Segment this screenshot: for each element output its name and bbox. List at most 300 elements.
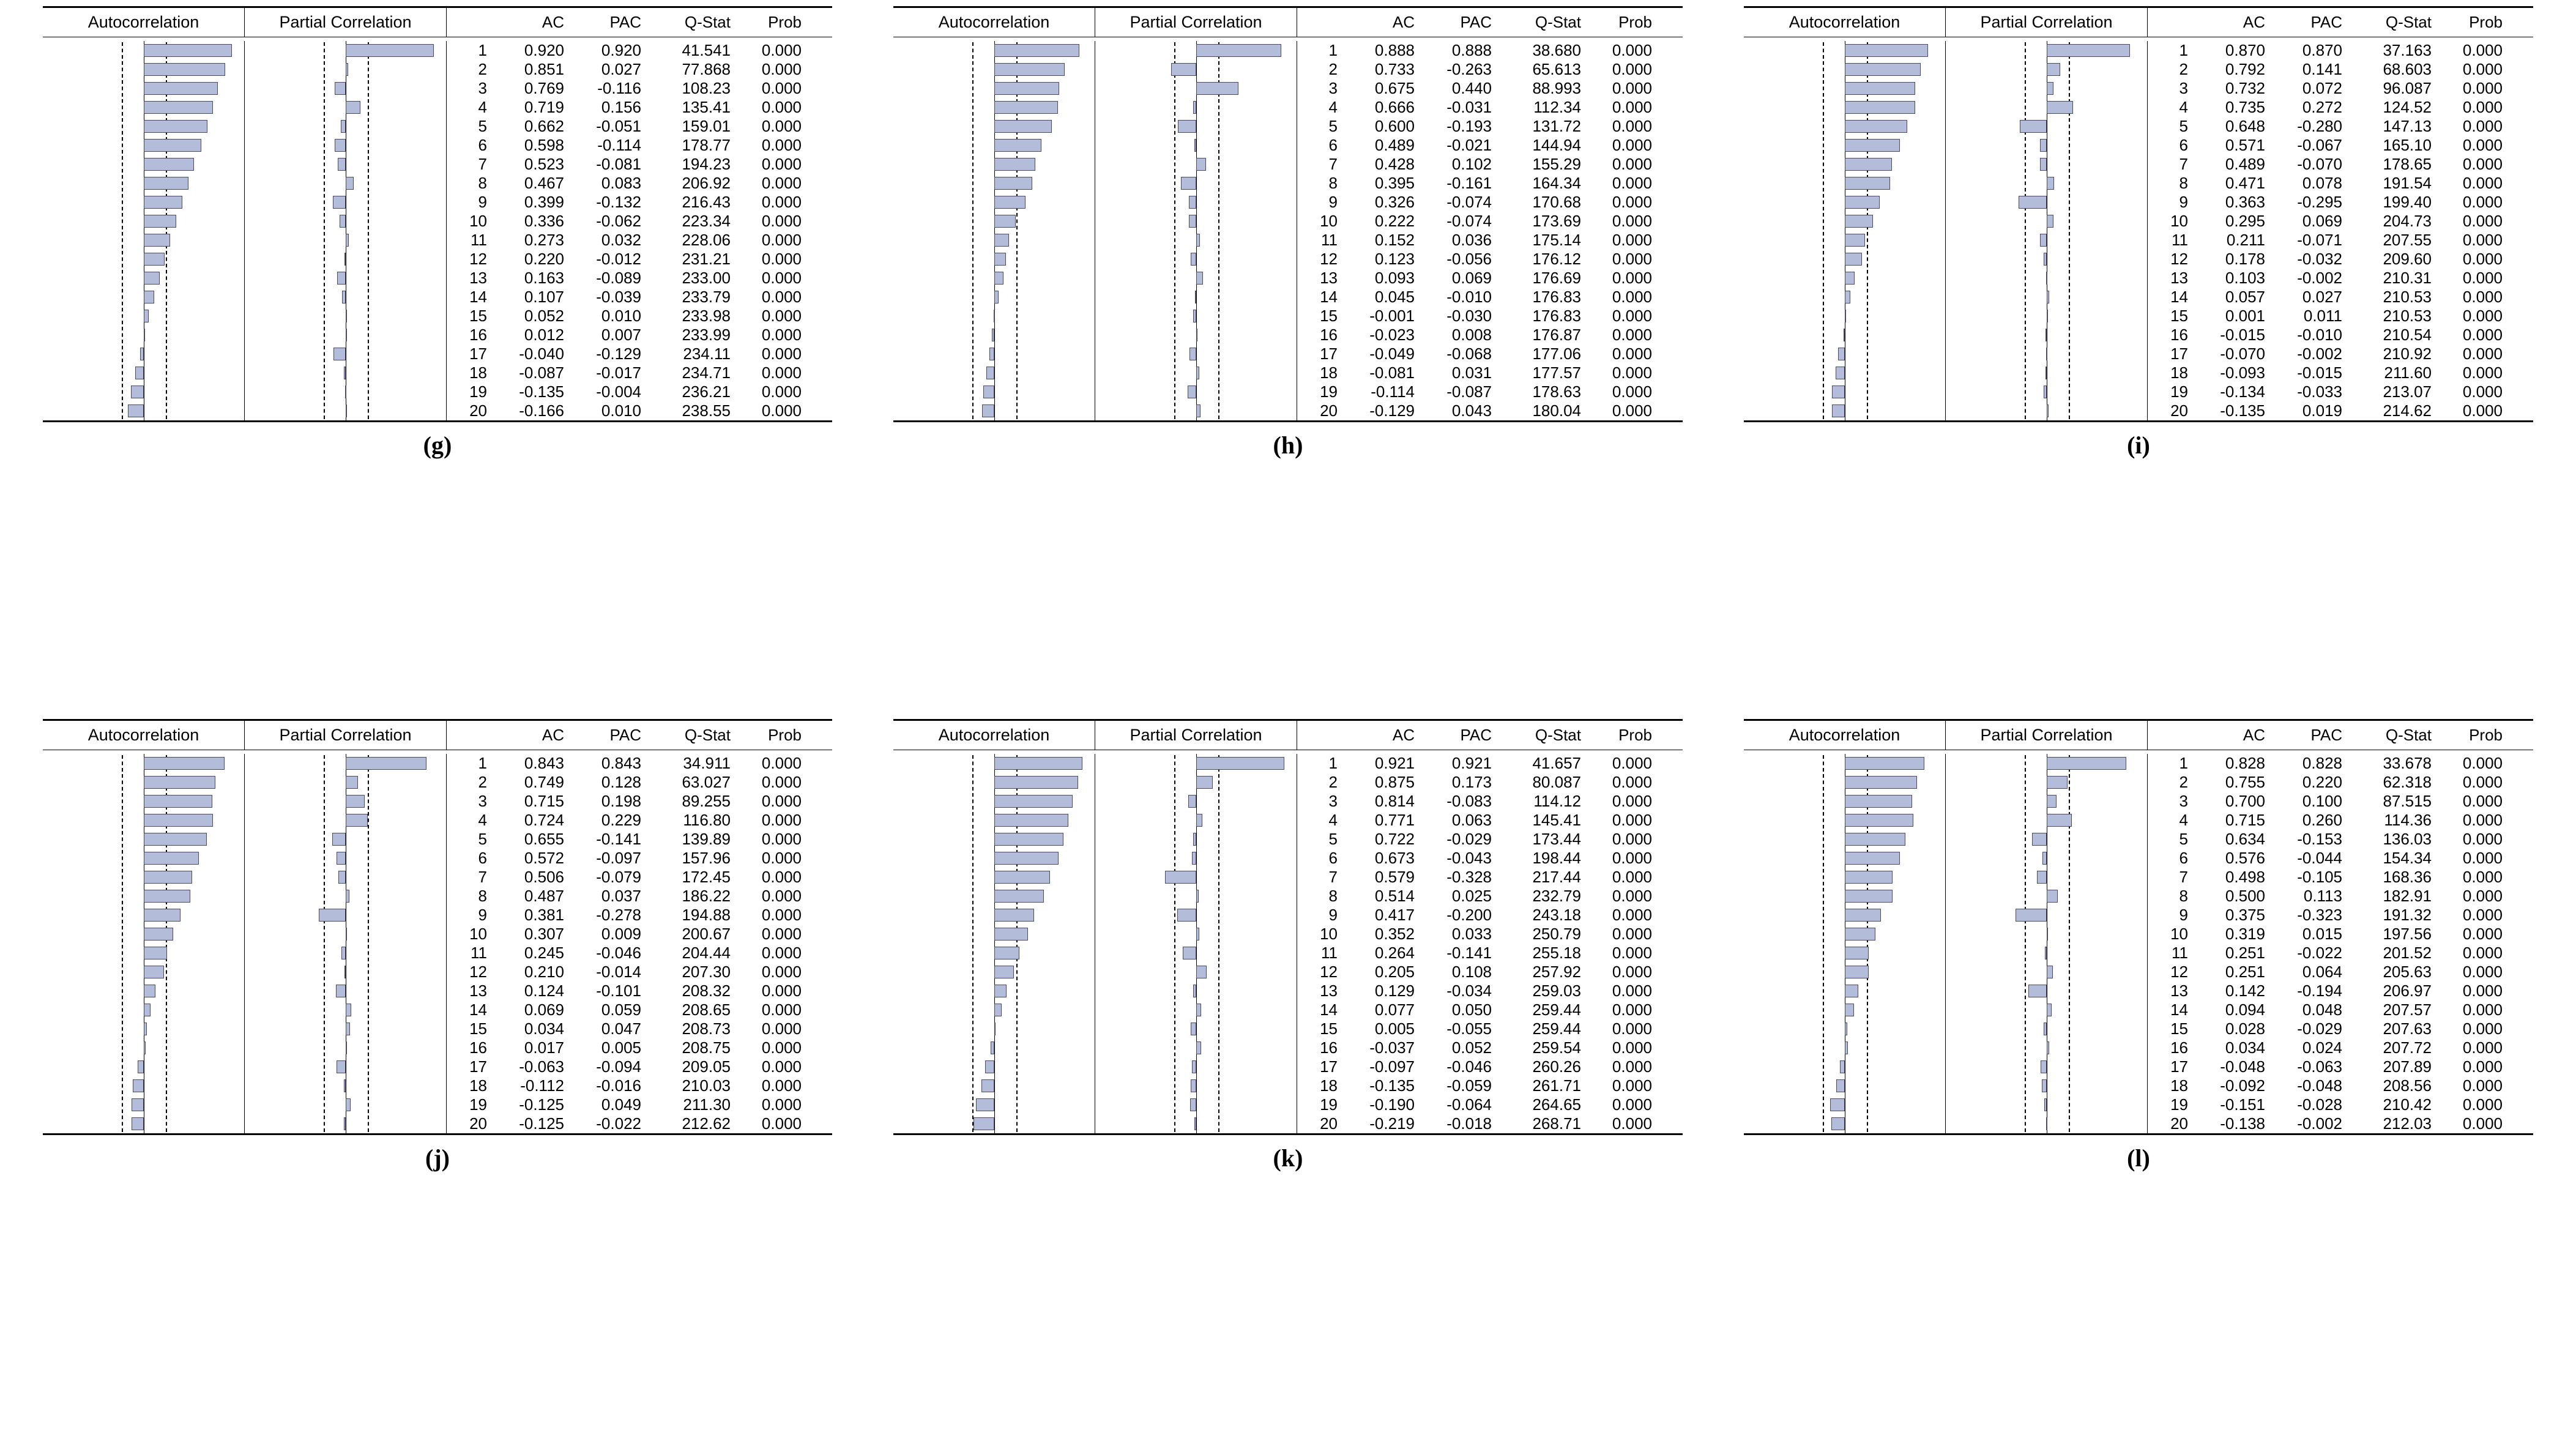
table-row (893, 906, 1683, 925)
header-numeric-columns (447, 13, 832, 32)
table-row (43, 307, 832, 326)
pac-bar-cell (1946, 288, 2148, 307)
ac-bar (144, 329, 145, 341)
ac-bar-cell (893, 1114, 1095, 1133)
confidence-band-right (368, 384, 369, 400)
table-row (43, 193, 832, 212)
table-row (43, 792, 832, 811)
confidence-band-left (972, 99, 973, 116)
row-values (2148, 117, 2533, 136)
header-partial-correlation (1095, 721, 1297, 750)
confidence-band-left (2025, 926, 2026, 942)
pac-bar (1196, 1004, 1201, 1016)
row-pac: 0.229 (601, 811, 641, 829)
row-qstat: 207.72 (2383, 1038, 2432, 1057)
correlogram-rows (43, 750, 832, 1135)
ac-bar (1845, 757, 1924, 770)
ac-bar-cell (893, 773, 1095, 792)
confidence-band-left (324, 1097, 325, 1113)
confidence-band-left (122, 80, 123, 97)
table-row (1744, 1076, 2533, 1095)
pac-bar (1192, 1060, 1196, 1073)
row-pac: -0.044 (2297, 849, 2342, 867)
pac-bar-cell (245, 1095, 447, 1114)
confidence-band-right (166, 270, 167, 286)
row-prob: 0.000 (1612, 41, 1652, 59)
pac-bar-cell (1095, 382, 1297, 401)
confidence-band-right (368, 137, 369, 154)
confidence-band-left (2025, 42, 2026, 59)
confidence-band-left (122, 945, 123, 961)
confidence-band-right (2069, 850, 2070, 866)
pac-bar (1171, 63, 1196, 76)
ac-bar (1845, 1041, 1848, 1054)
ac-bar-cell (893, 1057, 1095, 1076)
pac-bar-cell (1095, 269, 1297, 288)
table-row (1744, 345, 2533, 363)
row-values (2148, 792, 2533, 811)
row-pac: -0.028 (2297, 1095, 2342, 1114)
pac-bar (2037, 871, 2047, 884)
ac-bar-cell (893, 136, 1095, 155)
confidence-band-left (1823, 232, 1824, 248)
pac-bar-cell (1946, 174, 2148, 193)
row-values (447, 1076, 832, 1095)
ac-bar (1845, 215, 1873, 228)
pac-bar (335, 139, 346, 152)
confidence-band-right (368, 308, 369, 324)
row-qstat: 238.55 (682, 401, 731, 420)
row-values (1297, 944, 1683, 963)
ac-bar (144, 1041, 146, 1054)
table-row (1744, 944, 2533, 963)
confidence-band-left (122, 270, 123, 286)
pac-bar-cell (1095, 326, 1297, 345)
row-prob: 0.000 (761, 250, 802, 268)
row-prob: 0.000 (761, 1095, 802, 1114)
confidence-band-right (368, 964, 369, 980)
ac-bar-cell (1744, 401, 1946, 420)
confidence-band-left (122, 1116, 123, 1132)
pac-bar (2046, 367, 2047, 379)
confidence-band-right (166, 964, 167, 980)
row-pac: -0.029 (2297, 1019, 2342, 1038)
ac-bar-cell (43, 326, 245, 345)
row-pac: -0.129 (596, 345, 641, 363)
confidence-band-right (1218, 289, 1219, 305)
confidence-band-right (2069, 213, 2070, 229)
table-row (1744, 830, 2533, 849)
row-pac: 0.033 (1451, 925, 1492, 943)
row-pac: 0.024 (2302, 1038, 2342, 1057)
row-prob: 0.000 (761, 1114, 802, 1133)
row-prob: 0.000 (761, 925, 802, 943)
confidence-band-right (1016, 1097, 1018, 1113)
ac-bar-cell (43, 944, 245, 963)
row-pac: -0.029 (1446, 830, 1492, 848)
header-ac: AC (542, 726, 564, 744)
confidence-band-left (1823, 118, 1824, 135)
row-prob: 0.000 (2462, 887, 2503, 905)
confidence-band-left (2025, 270, 2026, 286)
header-partial-correlation-label: Partial Correlation (279, 726, 412, 744)
confidence-band-left (324, 774, 325, 791)
row-pac: 0.141 (2302, 60, 2342, 78)
confidence-band-right (1218, 945, 1219, 961)
ac-bar (144, 985, 155, 997)
row-lag: 20 (469, 1114, 487, 1133)
confidence-band-right (166, 1097, 167, 1113)
confidence-band-left (1174, 888, 1175, 904)
confidence-band-left (122, 61, 123, 78)
confidence-band-left (122, 346, 123, 362)
row-pac: 0.108 (1451, 963, 1492, 981)
row-prob: 0.000 (1612, 307, 1652, 325)
ac-bar (144, 852, 199, 865)
row-pac: -0.010 (1446, 288, 1492, 306)
pac-bar (346, 63, 348, 76)
row-lag: 7 (1328, 868, 1338, 886)
row-qstat: 124.52 (2383, 98, 2432, 116)
row-values (447, 944, 832, 963)
confidence-band-left (324, 346, 325, 362)
pac-bar (338, 158, 346, 171)
confidence-band-left (324, 194, 325, 210)
confidence-band-right (368, 869, 369, 885)
row-lag: 3 (1328, 79, 1338, 97)
row-ac: 0.666 (1374, 98, 1415, 116)
pac-bar-cell (245, 136, 447, 155)
confidence-band-left (122, 850, 123, 866)
pac-bar-cell (1095, 79, 1297, 98)
row-values (2148, 250, 2533, 269)
confidence-band-left (324, 945, 325, 961)
ac-bar (144, 833, 207, 846)
confidence-band-left (324, 812, 325, 829)
table-row (43, 754, 832, 773)
confidence-band-left (2025, 1021, 2026, 1037)
confidence-band-left (324, 793, 325, 810)
panel-caption: (l) (2127, 1144, 2150, 1172)
confidence-band-left (122, 793, 123, 810)
row-values (2148, 1076, 2533, 1095)
pac-bar (1177, 909, 1196, 922)
row-prob: 0.000 (2462, 41, 2503, 59)
pac-bar (2045, 947, 2047, 959)
table-row (1744, 849, 2533, 868)
row-ac: 0.417 (1374, 906, 1415, 924)
pac-bar-cell (245, 60, 447, 79)
ac-bar (144, 158, 194, 171)
row-lag: 19 (469, 1095, 487, 1114)
table-row (893, 212, 1683, 231)
row-pac: -0.002 (2297, 345, 2342, 363)
row-lag: 7 (478, 868, 487, 886)
confidence-band-left (2025, 964, 2026, 980)
pac-bar-cell (1946, 155, 2148, 174)
header-partial-correlation-label: Partial Correlation (1130, 726, 1262, 744)
row-pac: -0.039 (596, 288, 641, 306)
row-lag: 13 (1320, 982, 1338, 1000)
table-row (893, 174, 1683, 193)
row-values (1297, 401, 1683, 420)
row-pac: -0.161 (1446, 174, 1492, 192)
row-lag: 15 (2170, 307, 2188, 325)
row-qstat: 210.54 (2383, 326, 2432, 344)
pac-bar (2047, 1004, 2052, 1016)
row-lag: 17 (469, 1057, 487, 1076)
pac-bar-cell (245, 754, 447, 773)
row-values (1297, 1019, 1683, 1038)
pac-bar (346, 1041, 347, 1054)
ac-bar-cell (43, 849, 245, 868)
row-prob: 0.000 (2462, 1095, 2503, 1114)
row-ac: 0.471 (2225, 174, 2265, 192)
row-ac: 0.735 (2225, 98, 2265, 116)
table-row (43, 98, 832, 117)
row-prob: 0.000 (1612, 79, 1652, 97)
row-qstat: 261.71 (1532, 1076, 1581, 1095)
confidence-band-right (2069, 1040, 2070, 1056)
row-ac: 0.514 (1374, 887, 1415, 905)
row-qstat: 233.99 (682, 326, 731, 344)
row-pac: 0.921 (1451, 754, 1492, 772)
pac-bar (2040, 158, 2047, 171)
header-ac: AC (2243, 13, 2265, 31)
row-qstat: 164.34 (1532, 174, 1581, 192)
ac-bar (1845, 120, 1907, 133)
row-pac: -0.280 (2297, 117, 2342, 135)
row-pac: -0.153 (2297, 830, 2342, 848)
row-values (447, 382, 832, 401)
row-ac: 0.571 (2225, 136, 2265, 154)
ac-bar (1836, 1079, 1845, 1092)
row-ac: 0.506 (524, 868, 564, 886)
row-ac: 0.921 (1374, 754, 1415, 772)
pac-bar-cell (1946, 1114, 2148, 1133)
row-pac: 0.037 (601, 887, 641, 905)
row-values (2148, 401, 2533, 420)
confidence-band-left (324, 983, 325, 999)
confidence-band-left (2025, 384, 2026, 400)
pac-bar (338, 871, 346, 884)
ac-bar (144, 814, 213, 827)
row-qstat: 77.868 (682, 60, 731, 78)
row-values (447, 269, 832, 288)
table-row (893, 1057, 1683, 1076)
confidence-band-right (1218, 888, 1219, 904)
confidence-band-left (122, 42, 123, 59)
ac-bar (1845, 139, 1900, 152)
header-autocorrelation-label: Autocorrelation (87, 13, 199, 31)
row-ac: 0.489 (1374, 136, 1415, 154)
row-pac: 0.870 (2302, 41, 2342, 59)
ac-bar-cell (43, 79, 245, 98)
row-values (2148, 868, 2533, 887)
confidence-band-right (1016, 1059, 1018, 1075)
row-prob: 0.000 (1612, 326, 1652, 344)
row-ac: -0.092 (2220, 1076, 2265, 1095)
ac-bar (994, 139, 1041, 152)
pac-bar (1191, 1023, 1196, 1035)
correlogram-panel-g (12, 6, 863, 719)
row-lag: 12 (2170, 963, 2188, 981)
header-qstat: Q-Stat (684, 726, 731, 744)
ac-bar-cell (893, 1000, 1095, 1019)
table-row (893, 136, 1683, 155)
confidence-band-left (2025, 1040, 2026, 1056)
panel-table-j (43, 719, 832, 1135)
row-values (447, 773, 832, 792)
row-qstat: 131.72 (1532, 117, 1581, 135)
header-autocorrelation (1744, 721, 1946, 750)
pac-bar-cell (1095, 906, 1297, 925)
row-ac: 0.662 (524, 117, 564, 135)
ac-bar (144, 909, 181, 922)
row-lag: 10 (1320, 925, 1338, 943)
table-row (893, 811, 1683, 830)
ac-bar (1845, 966, 1869, 978)
row-qstat: 154.34 (2383, 849, 2432, 867)
row-ac: 0.001 (2225, 307, 2265, 325)
row-values (2148, 307, 2533, 326)
table-row (893, 155, 1683, 174)
confidence-band-left (972, 869, 973, 885)
pac-bar-cell (1946, 1057, 2148, 1076)
ac-bar (144, 215, 176, 228)
table-row (1744, 792, 2533, 811)
row-pac: 0.027 (2302, 288, 2342, 306)
row-qstat: 176.69 (1532, 269, 1581, 287)
confidence-band-right (1867, 1059, 1868, 1075)
row-qstat: 178.63 (1532, 382, 1581, 401)
row-lag: 6 (478, 849, 487, 867)
row-lag: 10 (1320, 212, 1338, 230)
row-qstat: 80.087 (1532, 773, 1581, 791)
confidence-band-left (1174, 1021, 1175, 1037)
row-qstat: 234.11 (683, 345, 731, 363)
row-values (447, 401, 832, 420)
row-ac: 0.733 (1374, 60, 1415, 78)
row-ac: 0.093 (1374, 269, 1415, 287)
row-values (2148, 155, 2533, 174)
row-prob: 0.000 (761, 849, 802, 867)
row-values (1297, 307, 1683, 326)
confidence-band-left (2025, 251, 2026, 267)
row-lag: 4 (1328, 811, 1338, 829)
row-prob: 0.000 (761, 944, 802, 962)
row-ac: 0.045 (1374, 288, 1415, 306)
row-ac: 0.920 (524, 41, 564, 59)
row-lag: 8 (2179, 174, 2188, 192)
row-prob: 0.000 (2462, 174, 2503, 192)
header-partial-correlation (1946, 721, 2148, 750)
ac-bar (1845, 196, 1880, 209)
row-lag: 8 (2179, 887, 2188, 905)
row-pac: -0.055 (1446, 1019, 1492, 1038)
pac-bar-cell (1095, 98, 1297, 117)
row-values (447, 345, 832, 363)
row-ac: 0.057 (2225, 288, 2265, 306)
pac-bar-cell (245, 307, 447, 326)
table-row (893, 250, 1683, 269)
confidence-band-right (1218, 365, 1219, 381)
row-pac: 0.173 (1451, 773, 1492, 791)
ac-bar (994, 44, 1079, 57)
confidence-band-right (368, 403, 369, 419)
ac-bar (994, 909, 1034, 922)
row-ac: 0.326 (1374, 193, 1415, 211)
ac-bar (1845, 291, 1850, 304)
ac-bar-cell (893, 250, 1095, 269)
row-prob: 0.000 (2462, 773, 2503, 791)
confidence-band-right (1218, 175, 1219, 192)
pac-bar (2047, 82, 2053, 95)
confidence-band-left (2025, 346, 2026, 362)
row-lag: 5 (478, 830, 487, 848)
panel-caption: (h) (1273, 431, 1303, 459)
row-qstat: 34.911 (683, 754, 731, 772)
row-values (447, 136, 832, 155)
row-qstat: 170.68 (1532, 193, 1581, 211)
row-prob: 0.000 (2462, 288, 2503, 306)
table-row (893, 382, 1683, 401)
confidence-band-right (1218, 232, 1219, 248)
row-pac: -0.002 (2297, 1114, 2342, 1133)
row-prob: 0.000 (761, 868, 802, 886)
ac-bar-cell (1744, 868, 1946, 887)
ac-bar-cell (893, 830, 1095, 849)
confidence-band-left (2025, 888, 2026, 904)
row-lag: 9 (2179, 193, 2188, 211)
confidence-band-left (1174, 1002, 1175, 1018)
confidence-band-right (1218, 251, 1219, 267)
row-prob: 0.000 (2462, 1076, 2503, 1095)
pac-bar-cell (1946, 963, 2148, 982)
pac-bar-cell (1946, 269, 2148, 288)
confidence-band-left (1174, 232, 1175, 248)
row-ac: -0.049 (1369, 345, 1415, 363)
ac-bar-cell (893, 363, 1095, 382)
confidence-band-right (2069, 964, 2070, 980)
confidence-band-left (1823, 308, 1824, 324)
table-row (893, 1095, 1683, 1114)
pac-bar (2046, 348, 2047, 360)
confidence-band-right (1016, 964, 1018, 980)
row-lag: 11 (2172, 231, 2188, 249)
pac-bar-cell (1946, 193, 2148, 212)
row-ac: 0.715 (524, 792, 564, 810)
row-qstat: 33.678 (2383, 754, 2432, 772)
table-row (1744, 174, 2533, 193)
pac-bar-cell (1946, 1000, 2148, 1019)
ac-bar-cell (893, 79, 1095, 98)
row-values (447, 41, 832, 60)
row-ac: -0.023 (1369, 326, 1415, 344)
confidence-band-left (122, 1040, 123, 1056)
row-values (1297, 849, 1683, 868)
pac-bar (2044, 386, 2047, 398)
row-prob: 0.000 (1612, 1000, 1652, 1019)
confidence-band-left (2025, 308, 2026, 324)
row-ac: 0.769 (524, 79, 564, 97)
confidence-band-right (368, 774, 369, 791)
pac-bar-cell (245, 792, 447, 811)
row-pac: -0.010 (2297, 326, 2342, 344)
pac-bar-cell (1946, 1038, 2148, 1057)
row-values (2148, 231, 2533, 250)
ac-bar-cell (893, 963, 1095, 982)
